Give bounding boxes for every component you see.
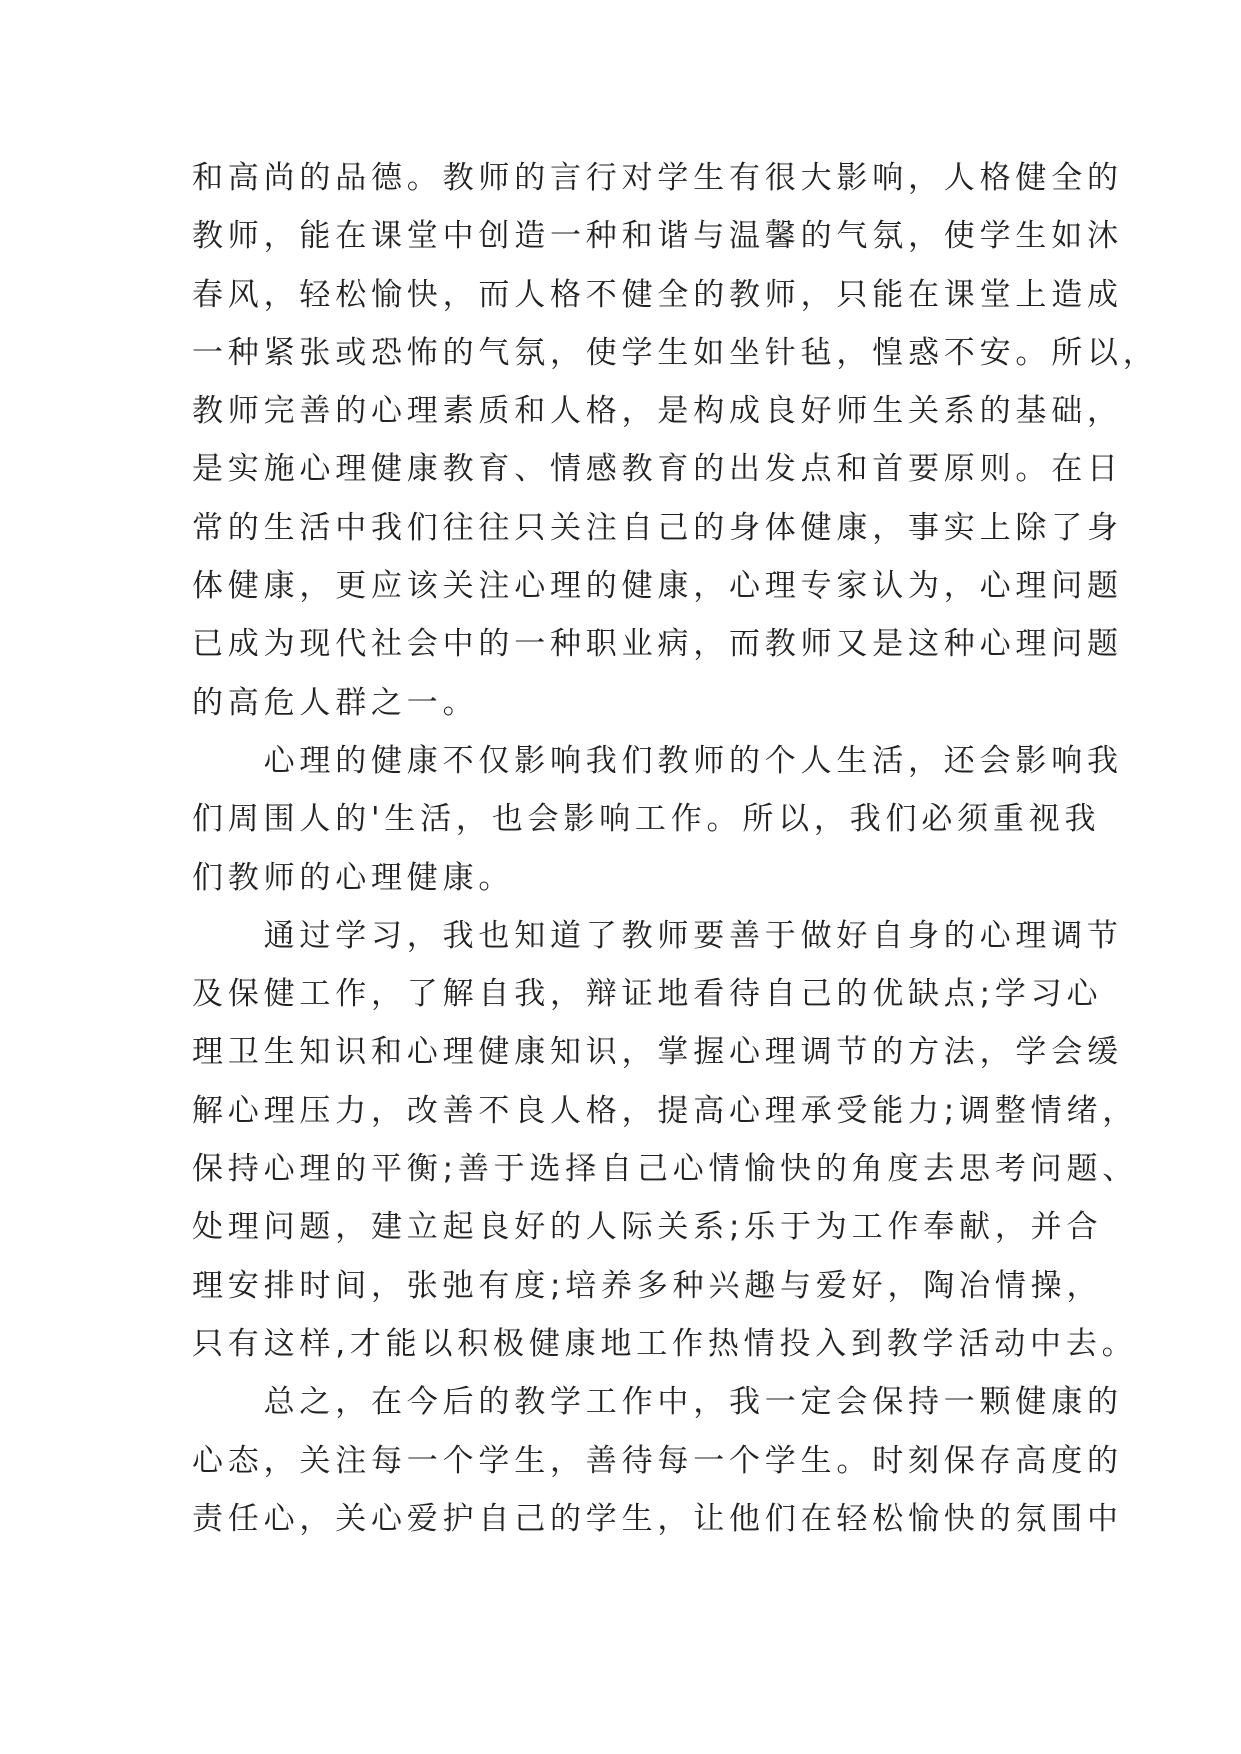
text-line: 心态，关注每一个学生，善待每一个学生。时刻保存高度的 — [192, 1442, 1123, 1479]
text-line: 春风，轻松愉快，而人格不健全的教师，只能在课堂上造成 — [192, 276, 1123, 313]
text-line: 们教师的心理健康。 — [192, 859, 515, 896]
text-line: 只有这样,才能以积极健康地工作热情投入到教学活动中去。 — [192, 1325, 1138, 1362]
text-line: 及保健工作，了解自我，辩证地看待自己的优缺点;学习心 — [192, 976, 1103, 1013]
text-line: 理安排时间，张弛有度;培养多种兴趣与爱好，陶冶情操， — [192, 1267, 1103, 1304]
text-line: 的高危人群之一。 — [192, 684, 479, 721]
text-line: 责任心，关心爱护自己的学生，让他们在轻松愉快的氛围中 — [192, 1500, 1123, 1537]
body-text — [192, 158, 1159, 1557]
text-line: 教师完善的心理素质和人格，是构成良好师生关系的基础， — [192, 393, 1123, 430]
text-line: 解心理压力，改善不良人格，提高心理承受能力;调整情绪， — [192, 1092, 1139, 1129]
text-line: 心理的健康不仅影响我们教师的个人生活，还会影响我 — [192, 742, 1123, 779]
text-line: 处理问题，建立起良好的人际关系;乐于为工作奉献，并合 — [192, 1209, 1103, 1246]
text-line: 是实施心理健康教育、情感教育的出发点和首要原则。在日 — [192, 451, 1123, 488]
text-line: 通过学习，我也知道了教师要善于做好自身的心理调节 — [192, 917, 1123, 954]
text-line: 已成为现代社会中的一种职业病，而教师又是这种心理问题 — [192, 626, 1123, 663]
text-line: 们周围人的'生活，也会影响工作。所以，我们必须重视我 — [192, 801, 1101, 838]
text-line: 和高尚的品德。教师的言行对学生有很大影响，人格健全的 — [192, 160, 1123, 196]
text-line: 一种紧张或恐怖的气氛，使学生如坐针毡，惶惑不安。所以， — [192, 334, 1159, 371]
text-line: 教师，能在课堂中创造一种和谐与温馨的气氛，使学生如沐 — [192, 218, 1123, 255]
text-line: 总之，在今后的教学工作中，我一定会保持一颗健康的 — [192, 1384, 1123, 1421]
text-line: 理卫生知识和心理健康知识，掌握心理调节的方法，学会缓 — [192, 1034, 1123, 1071]
text-line: 常的生活中我们往往只关注自己的身体健康，事实上除了身 — [192, 509, 1123, 546]
text-line: 体健康，更应该关注心理的健康，心理专家认为，心理问题 — [192, 568, 1123, 605]
text-line: 保持心理的平衡;善于选择自己心情愉快的角度去思考问题、 — [192, 1151, 1139, 1188]
